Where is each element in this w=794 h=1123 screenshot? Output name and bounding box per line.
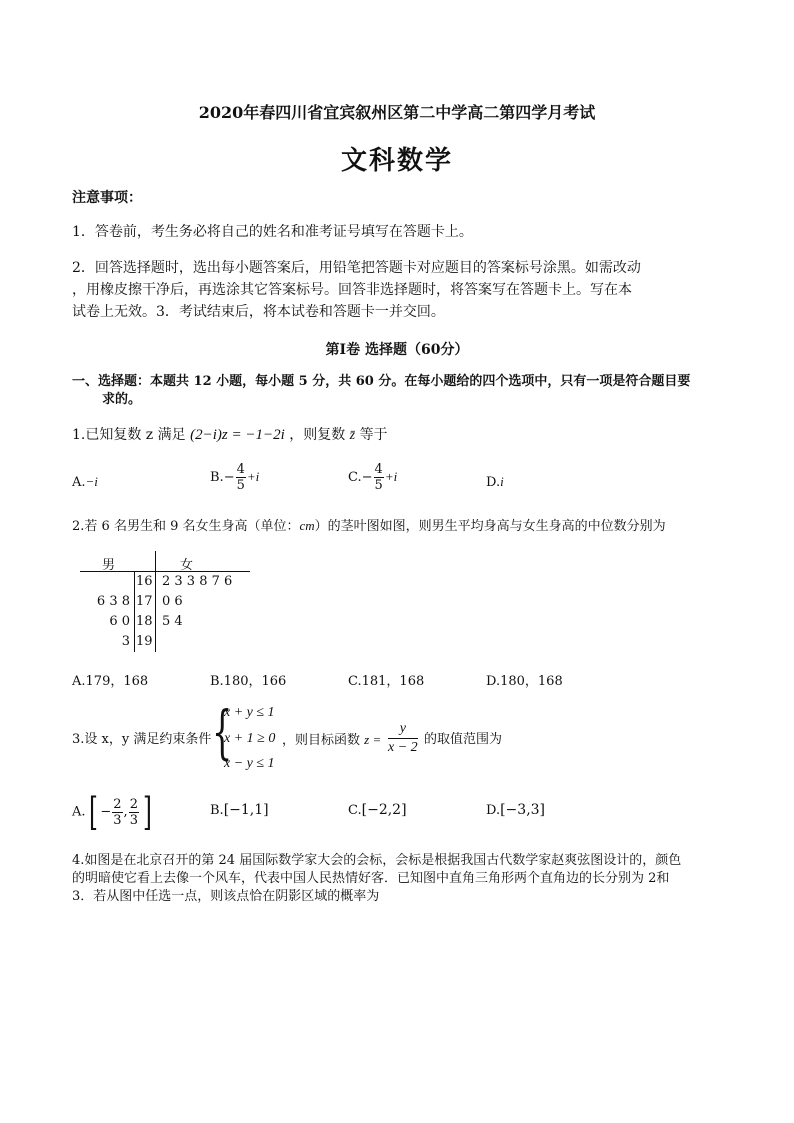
q1-option-a[interactable] bbox=[72, 474, 98, 490]
q3-option-a-denominator-1: 3 bbox=[113, 812, 122, 828]
q1-option-a-label: A. bbox=[72, 475, 86, 490]
q4-line-1: 4.如图是在北京召开的第 24 届国际数学家大会的会标，会标是根据我国古代数学家赵爽弦图设计的，颜色 bbox=[72, 853, 682, 868]
q3-objective bbox=[282, 731, 381, 750]
q1-option-c-tail: +i bbox=[384, 469, 398, 484]
stem-leaf-female-row: 0 6 bbox=[162, 594, 183, 609]
q3-option-a-denominator-2: 3 bbox=[129, 812, 138, 828]
q3-constraint-1: x + y ≤ 1 bbox=[224, 705, 275, 720]
q1-option-d-label: D. bbox=[486, 475, 501, 490]
q3-option-d-label: D. bbox=[486, 803, 501, 818]
section-instructions-line-1: 一、选择题：本题共 12 小题，每小题 5 分，共 60 分。在每小题给的四个选项中，只有一项是符合题目要 bbox=[72, 374, 691, 389]
q1-option-b-sign: − bbox=[223, 470, 235, 485]
q3-fraction-numerator: y bbox=[388, 720, 418, 739]
q1-suffix: ，则复数 bbox=[289, 427, 346, 443]
q1-option-c-denominator: 5 bbox=[374, 478, 383, 493]
q4-line-2: 的明暗使它看上去像一个风车，代表中国人民热情好客．已知图中直角三角形两个直角边的长分别为 2和 bbox=[72, 871, 670, 886]
q2-option-d[interactable]: D.180，168 bbox=[486, 674, 563, 689]
stem-leaf-header-rule bbox=[80, 571, 250, 572]
q3-constraint-2: x + 1 ≥ 0 bbox=[224, 731, 276, 746]
question-1-stem bbox=[72, 425, 388, 446]
stem-leaf-header-female: 女 bbox=[180, 558, 194, 573]
stem-leaf-stem: 18 bbox=[136, 614, 153, 629]
exam-title: 2020年春四川省宜宾叙州区第二中学高二第四学月考试 bbox=[198, 103, 596, 122]
q2-unit: cm bbox=[299, 518, 315, 533]
notes-item-2-line-2: ，用橡皮擦干净后，再选涂其它答案标号。回答非选择题时，将答案写在答题卡上。写在本 bbox=[72, 282, 632, 298]
q1-zbar: z̄ bbox=[349, 428, 356, 443]
q3-option-c[interactable] bbox=[348, 802, 407, 818]
notes-heading: 注意事项： bbox=[72, 190, 142, 206]
stem-leaf-stem: 17 bbox=[136, 594, 153, 609]
q1-option-c[interactable] bbox=[348, 462, 397, 493]
q3-option-a-comma: , bbox=[123, 804, 128, 820]
q3-option-b[interactable] bbox=[210, 802, 269, 818]
q2-suffix: ）的茎叶图如图，则男生平均身高与女生身高的中位数分别为 bbox=[314, 519, 666, 534]
q3-constraint-brace: { bbox=[212, 698, 233, 766]
q3-middle-text: ，则目标函数 bbox=[282, 733, 361, 748]
q2-option-c[interactable]: C.181，168 bbox=[348, 674, 425, 689]
q1-option-c-sign: − bbox=[361, 470, 373, 485]
stem-leaf-male-row: 6 0 bbox=[109, 614, 130, 629]
q3-option-a-minus: − bbox=[100, 804, 112, 820]
q3-option-a-close-bracket: ] bbox=[142, 790, 152, 834]
q1-option-b[interactable] bbox=[210, 462, 259, 493]
q1-option-b-tail: +i bbox=[246, 469, 260, 484]
q3-option-a-fraction-2 bbox=[129, 797, 139, 828]
q4-line-3: 3．若从图中任选一点，则该点恰在阴影区域的概率为 bbox=[72, 889, 380, 904]
notes-item-2-line-3: 试卷上无效。3．考试结束后，将本试卷和答题卡一并交回。 bbox=[72, 304, 445, 320]
q3-prefix: 3.设 x，y 满足约束条件 bbox=[72, 732, 212, 747]
section-title: 第I卷 选择题（60分） bbox=[325, 342, 469, 358]
q1-option-b-numerator: 4 bbox=[236, 462, 245, 477]
stem-leaf-male-row: 3 bbox=[121, 634, 130, 649]
q3-option-a[interactable] bbox=[72, 790, 155, 834]
stem-leaf-left-divider bbox=[134, 572, 135, 652]
q1-option-d[interactable] bbox=[486, 474, 504, 490]
q3-option-c-value: [−2,2] bbox=[361, 802, 407, 818]
stem-leaf-header-male: 男 bbox=[102, 558, 116, 573]
q3-option-c-label: C. bbox=[348, 803, 362, 818]
q3-option-a-open-bracket: [ bbox=[88, 790, 98, 834]
q1-option-c-numerator: 4 bbox=[374, 462, 383, 477]
q3-suffix: 的取值范围为 bbox=[424, 732, 503, 747]
q2-option-a[interactable]: A.179，168 bbox=[72, 674, 149, 689]
notes-item-1: 1．答卷前，考生务必将自己的姓名和准考证号填写在答题卡上。 bbox=[72, 224, 473, 240]
q2-prefix: 2.若 6 名男生和 9 名女生身高（单位： bbox=[72, 519, 300, 534]
q1-end: 等于 bbox=[359, 427, 388, 443]
q3-option-a-fraction-1 bbox=[112, 797, 122, 828]
stem-leaf-right-divider bbox=[155, 551, 156, 652]
q1-option-d-value: i bbox=[500, 474, 504, 489]
section-instructions-line-2: 求的。 bbox=[102, 392, 142, 407]
q1-equation: (2−i)z = −1−2i bbox=[190, 427, 285, 443]
stem-leaf-female-row: 2 3 3 8 7 6 bbox=[162, 574, 233, 589]
q3-z-equals: z = bbox=[364, 732, 382, 747]
q1-option-b-denominator: 5 bbox=[236, 478, 245, 493]
q3-option-b-label: B. bbox=[210, 803, 224, 818]
q1-option-c-fraction bbox=[374, 462, 384, 493]
q1-prefix: 1.已知复数 z 满足 bbox=[72, 427, 186, 443]
stem-leaf-stem: 19 bbox=[136, 634, 153, 649]
notes-item-2-line-1: 2．回答选择题时，选出每小题答案后，用铅笔把答题卡对应题目的答案标号涂黑。如需改动 bbox=[72, 260, 641, 276]
q3-option-a-numerator-1: 2 bbox=[113, 796, 122, 812]
stem-leaf-male-row: 6 3 8 bbox=[96, 594, 130, 609]
stem-leaf-female-row: 5 4 bbox=[162, 614, 183, 629]
q3-option-a-label: A. bbox=[72, 804, 86, 820]
q3-option-a-numerator-2: 2 bbox=[129, 796, 138, 812]
subject-title: 文科数学 bbox=[340, 146, 453, 176]
q1-option-b-fraction bbox=[236, 462, 246, 493]
q1-option-b-label: B. bbox=[210, 470, 224, 485]
q3-option-d-value: [−3,3] bbox=[500, 802, 546, 818]
q2-option-b[interactable]: B.180，166 bbox=[210, 674, 287, 689]
q3-option-b-value: [−1,1] bbox=[223, 802, 269, 818]
q3-objective-fraction bbox=[388, 720, 418, 757]
stem-leaf-stem: 16 bbox=[136, 574, 153, 589]
q3-constraint-3: x − y ≤ 1 bbox=[224, 756, 275, 771]
q3-option-d[interactable] bbox=[486, 802, 545, 818]
question-2-stem bbox=[72, 517, 666, 536]
q1-option-c-label: C. bbox=[348, 470, 362, 485]
q3-fraction-denominator: x − 2 bbox=[388, 740, 418, 755]
q1-option-a-value: −i bbox=[85, 474, 98, 489]
